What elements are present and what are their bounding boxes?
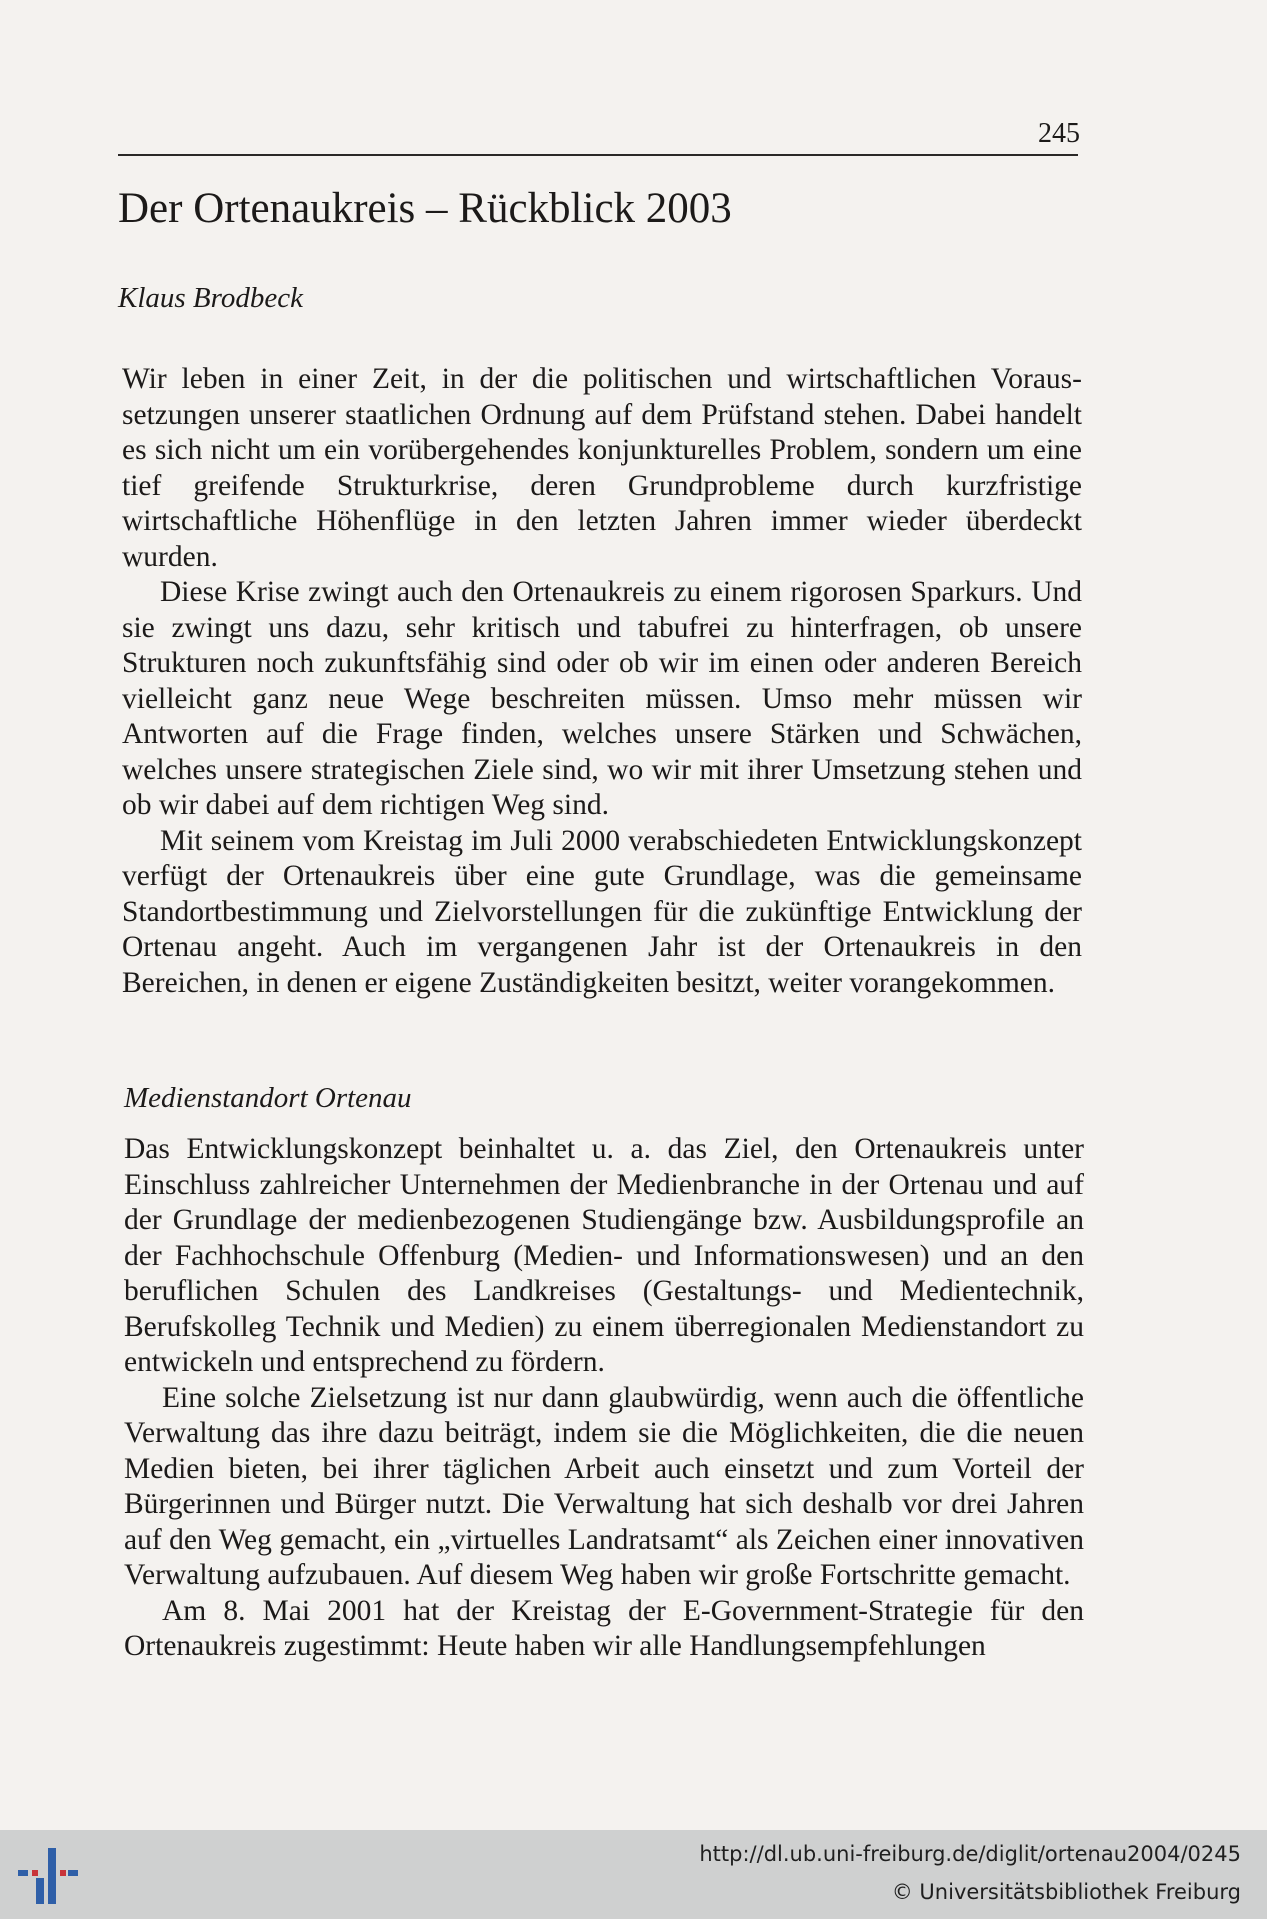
paragraph: Eine solche Zielsetzung ist nur dann glaubwürdig, wenn auch die öffentliche Verwaltung das ihre dazu beiträgt, indem sie die Möglichkeiten, die die neuen Medien bieten, bei ihrer täglichen Arbeit auch einsetzt und zum Vorteil der Bürgerinnen und Bürger nutzt. Die Verwaltung hat sich deshalb vor drei Jahren auf den Weg gemacht, ein „virtuelles Landratsamt“ als Zeichen einer innovativen Verwaltung aufzubauen. Auf diesem Weg haben wir große Fortschritte gemacht. [124, 1381, 1084, 1591]
article-author: Klaus Brodbeck [118, 282, 303, 314]
paragraph: Wir leben in einer Zeit, in der die politischen und wirtschaftlichen Voraussetzungen unserer staatlichen Ordnung auf dem Prüfstand stehen. Dabei handelt es sich nicht um ein vorübergehendes konjunkturelles Problem, sondern um eine tief greifende Strukturkrise, deren Grundprobleme durch kurzfristige wirtschaftliche Höhenflüge in den letzten Jahren immer wieder überdeckt wurden. [122, 363, 1082, 573]
footer-url-link[interactable]: http://dl.ub.uni-freiburg.de/diglit/ortenau2004/0245 [699, 1842, 1241, 1866]
section-text [124, 1132, 1084, 1665]
footer-bar [0, 1830, 1267, 1919]
article-title: Der Ortenaukreis – Rückblick 2003 [118, 185, 732, 232]
intro-text [122, 362, 1082, 1001]
paragraph: Diese Krise zwingt auch den Ortenaukreis zu einem rigorosen Sparkurs. Und sie zwingt uns dazu, sehr kritisch und tabufrei zu hinterfragen, ob unsere Strukturen noch zukunftsfähig sind oder ob wir im einen oder anderen Bereich vielleicht ganz neue Wege beschreiten müssen. Umso mehr müssen wir Antworten auf die Frage finden, welches unsere Stärken und Schwächen, welches unsere strategischen Ziele sind, wo wir mit ihrer Umsetzung stehen und ob wir dabei auf dem richtigen Weg sind. [122, 576, 1082, 821]
paragraph: Das Entwicklungskonzept beinhaltet u. a. das Ziel, den Ortenaukreis unter Einschluss zahlreicher Unternehmen der Medienbranche in der Ortenau und auf der Grundlage der medienbezogenen Studiengänge bzw. Ausbildungsprofile an der Fachhochschule Offenburg (Medien- und Informationswesen) und an den beruflichen Schulen des Landkreises (Gestaltungs- und Medientechnik, Berufskolleg Technik und Medien) zu einem überregionalen Medienstandort zu entwickeln und entsprechend zu fördern. [124, 1133, 1084, 1378]
paragraph: Mit seinem vom Kreistag im Juli 2000 verabschiedeten Entwicklungskonzept verfügt der Ortenaukreis über eine gute Grundlage, was die gemeinsame Standortbestimmung und Zielvorstellungen für die zukünftige Entwicklung der Ortenau angeht. Auch im vergangenen Jahr ist der Ortenaukreis in den Bereichen, in denen er eigene Zuständigkeiten besitzt, weiter vorangekommen. [122, 824, 1082, 999]
paragraph: Am 8. Mai 2001 hat der Kreistag der E-Government-Strategie für den Ortenaukreis zugestimmt: Heute haben wir alle Handlungsempfehlungen [124, 1594, 1084, 1662]
page-number: 245 [1038, 118, 1080, 149]
ub-freiburg-logo-icon[interactable] [16, 1844, 80, 1906]
section-heading: Medienstandort Ortenau [124, 1082, 412, 1114]
footer-copyright: © Universitätsbibliothek Freiburg [891, 1880, 1241, 1904]
header-rule [118, 154, 1078, 156]
